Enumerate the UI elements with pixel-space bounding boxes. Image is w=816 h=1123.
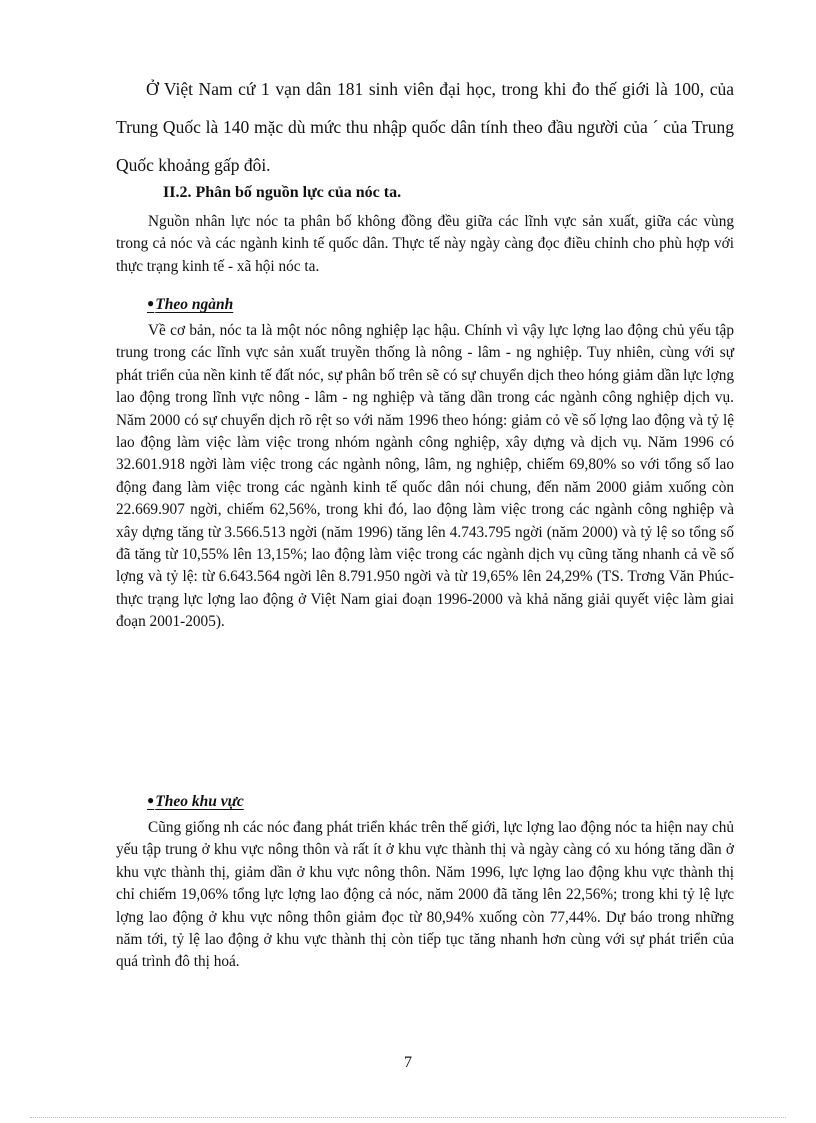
section-heading: II.2. Phân bố nguồn lực của nóc ta. <box>163 184 402 201</box>
paragraph-by-region <box>116 817 734 974</box>
bullet-icon: ● <box>147 793 155 807</box>
paragraph-by-sector <box>116 320 734 634</box>
page-bottom-divider <box>30 1117 786 1118</box>
subheading-by-region-text: Theo khu vực <box>155 793 244 810</box>
page-number: 7 <box>404 1054 412 1071</box>
subheading-by-sector <box>147 296 233 314</box>
paragraph-by-sector-text: Về cơ bản, nóc ta là một nóc nông nghiệp lạc hậu. Chính vì vậy lực lợng lao động chủ yếu tập trung trong các lĩnh vực sản xuất truyền thống là nông - lâm - ng nghiệp. Tuy nhiên, cùng với sự phát triển của nền kinh tế đất nóc, sự phân bố trên sẽ có sự chuyển dịch theo hóng giảm dần lực lợng lao động trong lĩnh vực nông - lâm - ng nghiệp và tăng dần trong các ngành công nghiệp dịch vụ. Năm 2000 có sự chuyển dịch rõ rệt so với năm 1996 theo hóng: giảm cỏ về số lợng lao động và tỷ lệ lao động làm việc làm việc trong nhóm ngành công nghiệp, xây dựng và dịch vụ. Năm 1996 có 32.601.918 ngời làm việc trong các ngành nông, lâm, ng nghiệp, chiếm 69,80% so với tổng số lao động đang làm việc trong các ngành kinh tế quốc dân nói chung, đến năm 2000 giảm xuống còn 22.669.907 ngời, chiếm 62,56%, trong khi đó, lao động làm việc trong các ngành công nghiệp và xây dựng tăng từ 3.566.513 ngời (năm 1996) tăng lên 4.743.795 ngời (năm 2000) và tỷ lệ so tổng số đã tăng từ 10,55% lên 13,15%; lao động làm việc trong các ngành dịch vụ cũng tăng nhanh cả về số lợng và tỷ lệ: từ 6.643.564 ngời lên 8.791.950 ngời và từ 19,65% lên 24,29% (TS. Trơng Văn Phúc- thực trạng lực lợng lao động ở Việt Nam giai đoạn 1996-2000 và khả năng giải quyết việc làm giai đoạn 2001-2005). <box>116 322 734 631</box>
intro-paragraph-text: Ở Việt Nam cứ 1 vạn dân 181 sinh viên đại học, trong khi đo thế giới là 100, của Trung Quốc là 140 mặc dù mức thu nhập quốc dân tính theo đầu người của ´ của Trung Quốc khoảng gấp đôi. <box>116 79 734 175</box>
paragraph-by-region-text: Cũng giống nh các nóc đang phát triển khác trên thế giới, lực lợng lao động nóc ta hiện nay chủ yếu tập trung ở khu vực nông thôn và rất ít ở khu vực thành thị và ngày càng có xu hóng tăng dần ở khu vực thành thị, giảm dần ở khu vực nông thôn. Năm 1996, lực lợng lao động khu vực thành thị chỉ chiếm 19,06% tổng lực lợng lao động cả nóc, năm 2000 đã tăng lên 22,56%; trong khi tỷ lệ lực lợng lao động ở khu vực nông thôn giảm đọc từ 80,94% xuống còn 77,44%. Dự báo trong những năm tới, tỷ lệ lao động ở khu vực thành thị còn tiếp tục tăng nhanh hơn cùng với sự phát triển của quá trình đô thị hoá. <box>116 819 734 971</box>
intro-paragraph <box>116 70 734 184</box>
subheading-by-sector-text: Theo ngành <box>155 296 234 313</box>
subheading-by-region <box>147 793 244 811</box>
bullet-icon: ● <box>147 296 155 310</box>
paragraph-distribution-text: Nguồn nhân lực nóc ta phân bố không đồng đều giữa các lĩnh vực sản xuất, giữa các vùng trong cả nóc và các ngành kinh tế quốc dân. Thực tế này ngày càng đọc điều chỉnh cho phù hợp với thực trạng kinh tế - xã hội nóc ta. <box>116 213 734 275</box>
paragraph-distribution <box>116 211 734 278</box>
